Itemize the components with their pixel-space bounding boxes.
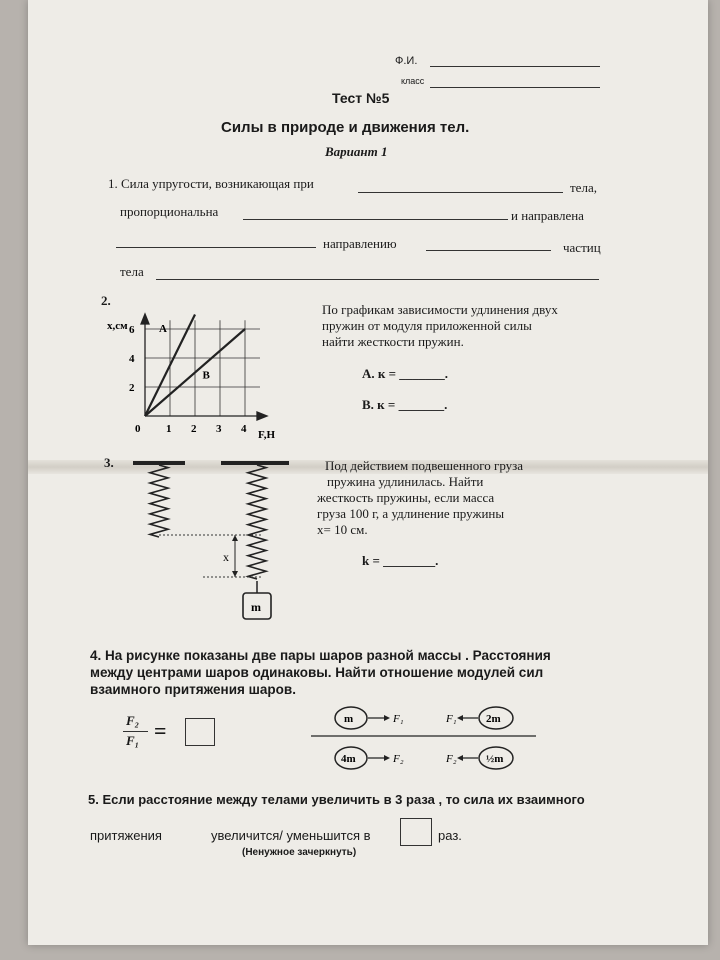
arrowhead-1 [384,715,390,721]
arrowhead-3 [384,755,390,761]
equals-sign: = [154,718,167,743]
q2-text-3: найти жесткости пружин. [322,334,464,349]
y-tick-labels [129,324,135,394]
series-label-B: B [202,369,210,382]
series-label-A: A [159,322,167,335]
q4-diagram [306,700,541,778]
spring-unloaded [150,465,168,537]
q3-text-5: x= 10 см. [317,522,368,537]
variant-label: Вариант 1 [325,144,388,159]
ball-2m-label: 2m [486,713,501,725]
force-label-4: F₂ [446,753,457,765]
x-tick-label: 0 [135,423,141,435]
test-title: Тест №5 [332,90,390,106]
x-tick-label: 2 [191,423,197,435]
q5-answer-box[interactable] [400,818,432,846]
force-label-3: F₂ [393,753,404,765]
q2-answer-b: B. к = _______. [362,397,448,412]
worksheet [28,0,708,945]
q5-unit: раз. [438,828,462,843]
arrow-up [232,535,238,541]
q1-blank-2 [243,219,508,220]
q1-blank-3 [116,247,316,248]
x-tick-label: 1 [166,423,172,435]
q3-answer: k = ________. [362,553,439,568]
arrow-down [232,571,238,577]
fio-label: Ф.И. [395,55,418,67]
q1-line3-end: частиц [563,240,601,255]
fio-line [430,66,600,67]
q1-line1-start: 1. Сила упругости, возникающая при [108,176,314,191]
q5-note: (Ненужное зачеркнуть) [242,847,357,858]
ceiling-left [133,461,185,465]
q2-graph [103,306,293,446]
y-tick-label: 4 [129,353,135,365]
class-line [430,87,600,88]
q1-line4-start: тела [120,264,144,279]
q5-word: притяжения [90,828,162,843]
q3-text-1: Под действием подвешенного груза [325,458,524,473]
ceiling-right [221,461,289,465]
class-label: класс [401,76,425,86]
q1-blank-4 [426,250,551,251]
ball-4m-label: 4m [341,753,356,765]
q2-text-2: пружин от модуля приложенной силы [322,318,532,333]
q3-text-3: жесткость пружины, если масса [317,490,495,505]
x-tick-label: 3 [216,423,222,435]
ratio-denominator: F₁ [126,733,140,748]
mass-label: m [251,600,261,614]
ratio-bar [123,731,148,732]
arrowhead-2 [457,715,463,721]
q2-answer-a: A. к = _______. [362,366,449,381]
q3-number: 3. [104,455,114,470]
x-tick-label: 4 [241,423,247,435]
q5-options[interactable]: увеличится/ уменьшится в [211,828,371,843]
q4-answer-box[interactable] [185,718,215,746]
q3-springs [123,455,303,625]
q5-text: 5. Если расстояние между телами увеличить в 3 раза , то сила их взаимного [88,792,585,807]
ratio-numerator: F₂ [126,713,140,728]
force-label-2: F₁ [446,713,457,725]
q1-line2-end: и направлена [511,208,584,223]
x-tick-labels [135,423,247,435]
force-label-1: F₁ [393,713,404,725]
q1-line3-mid: направлению [323,236,397,251]
q3-text-4: груза 100 г, а удлинение пружины [317,506,505,521]
ball-half-m-label: ½m [486,753,504,765]
extension-label: x [223,550,229,564]
spring-loaded [248,465,266,579]
q4-text: 4. На рисунке показаны две пары шаров разной массы . Расстояния между центрами шаров одинаковы. Найти отношение модулей сил взаимного притяжения шаров. [90,648,551,697]
ball-m-label: m [344,713,354,725]
q1-blank-1 [358,192,563,193]
y-tick-label: 2 [129,382,135,394]
arrowhead-4 [457,755,463,761]
q2-number: 2. [101,293,111,308]
q1-line2-start: пропорциональна [120,204,219,219]
q2-text-1: По графикам зависимости удлинения двух [322,302,558,317]
y-tick-label: 6 [129,324,135,336]
q1-line1-end: тела, [570,180,597,195]
q3-text-2: пружина удлинилась. Найти [327,474,484,489]
x-axis-label: F,H [258,429,276,441]
y-axis-label: x,см [107,320,128,332]
topic-title: Силы в природе и движения тел. [221,119,470,136]
q1-blank-5 [156,279,599,280]
